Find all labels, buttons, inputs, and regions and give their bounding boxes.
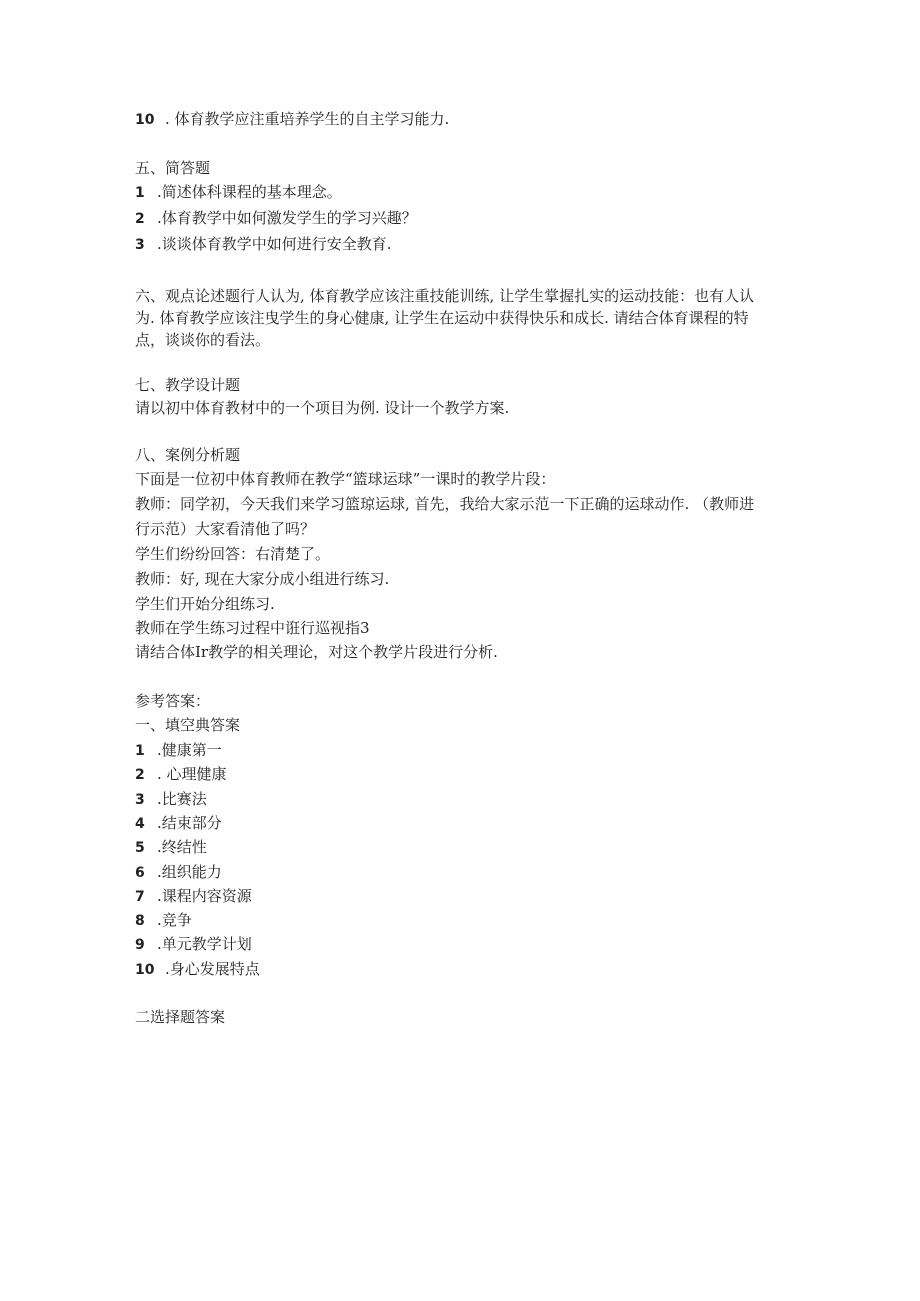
answers-title: 参考答案： <box>135 692 211 710</box>
item-text: . 体育教学应注重培养学生的自主学习能力. <box>165 110 450 128</box>
section-8-line: 学生们开始分组练习. <box>135 595 275 613</box>
item-text: .组织能力 <box>157 863 222 881</box>
answer-item <box>135 812 222 835</box>
answer-item <box>135 933 252 956</box>
item-number: 2 <box>135 767 145 783</box>
answers-section-2-heading: 二选择题答案 <box>135 1008 226 1026</box>
item-number: 3 <box>135 237 145 253</box>
answer-item <box>135 763 227 786</box>
item-number: 6 <box>135 865 145 881</box>
section-7-heading: 七、教学设计题 <box>135 376 241 394</box>
section-6-line: 六、观点论述题行人认为, 体育教学应该注重技能训练, 让学生掌握扎实的运动技能：也有人认 <box>135 287 755 305</box>
item-text: .课程内容资源 <box>157 887 252 905</box>
section-7-text: 请以初中体育教材中的一个项目为例. 设计一个教学方案. <box>135 399 510 417</box>
question-10 <box>135 108 449 131</box>
section-8-line: 学生们纷纷回答：右清楚了。 <box>135 545 331 563</box>
answer-item <box>135 788 207 811</box>
section-6-line: 点，谈谈你的看法。 <box>135 331 271 349</box>
section-8-line: 请结合体Ir教学的相关理论，对这个教学片段进行分析. <box>135 643 498 661</box>
answer-item <box>135 836 207 859</box>
item-text: .健康第一 <box>157 741 222 759</box>
item-number: 10 <box>135 962 155 978</box>
section-5-item <box>135 207 417 230</box>
answer-item <box>135 958 260 981</box>
section-8-line: 下面是一位初中体育教师在教学“篮球运球”一课时的教学片段： <box>135 470 556 488</box>
section-8-heading: 八、案例分析题 <box>135 446 241 464</box>
item-text: .体育教学中如何激发学生的学习兴趣？ <box>157 209 417 227</box>
item-text: . 心理健康 <box>157 765 227 783</box>
item-number: 3 <box>135 792 145 808</box>
item-text: .谈谈体育教学中如何进行安全教育. <box>157 235 392 253</box>
section-8-line: 教师：同学初，今天我们来学习篮琼运球, 首先，我给大家示范一下正确的运球动作. （教师进 <box>135 495 755 513</box>
section-8-line: 教师在学生练习过程中诳行巡视指3 <box>135 619 370 637</box>
item-text: .比赛法 <box>157 790 207 808</box>
section-5-heading: 五、简答题 <box>135 159 211 177</box>
section-6-line: 为. 体育教学应该注曳学生的身心健康, 让学生在运动中获得快乐和成长. 请结合体育课程的特 <box>135 309 749 327</box>
answer-item <box>135 885 252 908</box>
item-number: 10 <box>135 112 155 128</box>
item-text: .结束部分 <box>157 814 222 832</box>
section-5-item <box>135 181 342 204</box>
item-number: 1 <box>135 743 145 759</box>
answer-item <box>135 909 192 932</box>
item-text: .终结性 <box>157 838 207 856</box>
item-number: 8 <box>135 913 145 929</box>
item-text: .竞争 <box>157 911 192 929</box>
item-number: 4 <box>135 816 145 832</box>
item-number: 1 <box>135 185 145 201</box>
answer-item <box>135 739 222 762</box>
section-5-item <box>135 233 392 256</box>
section-8-line: 行示范）大家看清他了吗？ <box>135 520 316 538</box>
item-number: 9 <box>135 937 145 953</box>
item-number: 7 <box>135 889 145 905</box>
item-number: 2 <box>135 211 145 227</box>
item-text: .身心发展特点 <box>165 960 260 978</box>
item-text: .简述体科课程的基本理念。 <box>157 183 342 201</box>
item-number: 5 <box>135 840 145 856</box>
answers-section-1-heading: 一、填空典答案 <box>135 716 241 734</box>
answer-item <box>135 861 222 884</box>
item-text: .单元教学计划 <box>157 935 252 953</box>
section-8-line: 教师：好, 现在大家分成小组进行练习. <box>135 570 390 588</box>
